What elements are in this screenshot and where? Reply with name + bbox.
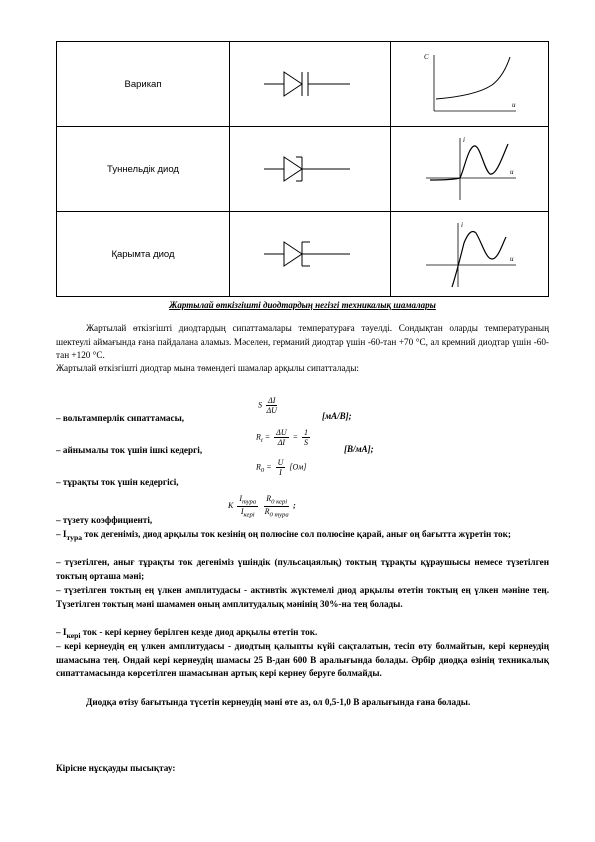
formula-k-lhs: K xyxy=(228,500,234,510)
formula-k-num1-sub: тура xyxy=(242,498,257,506)
varicap-symbol-cell xyxy=(230,42,391,127)
graph-y-label: C xyxy=(423,53,429,61)
formula-r0-tail: [Ом] xyxy=(289,462,307,472)
line-prefix: – I xyxy=(56,529,67,539)
backward-symbol-cell xyxy=(230,212,391,297)
item-dash: – xyxy=(56,445,61,455)
item-rdc xyxy=(56,476,179,490)
formula-ri-lhs: R xyxy=(256,432,261,442)
backward-diode-symbol-icon xyxy=(260,234,360,274)
tunnel-iv-graph xyxy=(420,134,520,204)
line-sub: тура xyxy=(66,532,83,542)
line-sub: кері xyxy=(66,630,81,640)
formula-ri-fraction2 xyxy=(302,428,310,447)
table-row xyxy=(57,127,549,212)
formula-k-den1: I xyxy=(240,506,244,516)
diode-name-backward: Қарымта диод xyxy=(57,212,230,297)
tunnel-symbol-cell xyxy=(230,127,391,212)
table-row xyxy=(57,42,549,127)
line-rest: ток дегеніміз, диод арқылы ток кезінің оң полюсіне сол полюсіне қарай, анығ оң бағытта жүретін ток; xyxy=(82,529,511,539)
backward-iv-graph xyxy=(420,219,520,289)
formula-ri xyxy=(256,428,312,447)
varicap-graph-cell xyxy=(391,42,549,127)
line-prefix: – I xyxy=(56,627,67,637)
formula-k-fraction1 xyxy=(237,494,258,518)
line-reverse-voltage: – кері кернеудің ең үлкен амплитудасы - диодтың қалыпты күйі сақталатын, тесіп өту болмайтын, кері кернеудің шамасына тең. Ондай кері кернеудің шамасы 25 В-дан 600 В аралығында болады. Әрбір диодқа өзінің техникалық сипаттамасында көрсетілген шамасынан артық кері кернеу беруге болмайды. xyxy=(56,641,549,678)
formula-r0-lhs: R xyxy=(256,462,261,472)
formula-k-den2-sub: 0 тура xyxy=(269,511,289,519)
tunnel-graph-cell xyxy=(391,127,549,212)
formula-k-num2-sub: 0 кері xyxy=(271,498,288,506)
line-forward-voltage: Диодқа өтізу бағытында түсетін кернеудің мәні өте аз, ол 0,5-1,0 В аралығында ғана болады. xyxy=(86,697,471,707)
formula-r0-eq: = xyxy=(266,462,272,472)
table-row xyxy=(57,212,549,297)
item-dash: – xyxy=(56,477,61,487)
item-vac-text: вольтамперлік сипаттамасы, xyxy=(62,413,185,423)
line-rest: ток - кері кернеу берілген кезде диод арқылы өтетін ток. xyxy=(80,627,318,637)
paragraph-temperature: Жартылай өткізгішті диодтардың сипаттамалары температураға тәуелді. Сондықтан оларды температураның шектеулі аймағында ғана пайдалана аламыз. Мәселен, германий диодтар үшін -60-тан +70 °С, ал кремний диодтар үшін -60-тан +120 °С. xyxy=(56,323,549,360)
item-rin xyxy=(56,444,202,458)
formula-s-lhs: S xyxy=(258,400,262,410)
formula-ri-eq: = xyxy=(264,432,271,442)
diode-name-tunnel: Туннельдік диод xyxy=(57,127,230,212)
formula-ri-fraction xyxy=(274,428,288,447)
item-krect-text: түзету коэффициенті, xyxy=(62,515,153,525)
paragraph-parameters: Жартылай өткізгішті диодтар мына төмендегі шамалар арқылы сипатталады: xyxy=(56,363,359,373)
formula-ri-num: ΔU xyxy=(276,428,287,437)
graph-x-label: u xyxy=(511,101,515,109)
formula-r0-num: U xyxy=(277,458,284,467)
item-rin-text: айнымалы ток үшін ішкі кедергі, xyxy=(62,445,203,455)
item-vac-unit: [мА/В]; xyxy=(322,411,352,421)
table-caption: Жартылай өткізгішті диодтардың негізгі техникалық шамалары xyxy=(169,300,436,310)
varicap-symbol-icon xyxy=(260,64,360,104)
formula-r0-sub: 0 xyxy=(260,466,265,474)
item-dash: – xyxy=(56,413,61,423)
section-title: Кірісне нұсқауды пысықтау: xyxy=(56,763,176,773)
formula-k-num1: I xyxy=(239,494,243,503)
formula-r0-fraction xyxy=(276,458,286,477)
graph-x-label: u xyxy=(509,168,513,176)
formula-ri-den: ΔI xyxy=(277,438,286,447)
tunnel-diode-symbol-icon xyxy=(260,149,360,189)
formula-k-fraction2 xyxy=(264,494,289,518)
formula-ri-den2: S xyxy=(304,438,309,447)
graph-y-label: i xyxy=(460,221,463,229)
formula-r0 xyxy=(256,458,307,477)
item-rdc-text: тұрақты ток үшін кедергісі, xyxy=(62,477,179,487)
line-forward-current xyxy=(56,528,549,544)
formula-s xyxy=(258,396,279,415)
backward-graph-cell xyxy=(391,212,549,297)
formula-s-den: ΔU xyxy=(266,406,277,415)
formula-ri-num2: 1 xyxy=(304,428,309,437)
item-rin-unit: [В/мА]; xyxy=(344,444,374,454)
item-dash: – xyxy=(56,515,61,525)
formula-ri-eq2: = xyxy=(292,432,299,442)
formula-s-num: ΔI xyxy=(268,396,276,405)
graph-x-label: u xyxy=(509,255,513,263)
formula-k-end: ; xyxy=(293,500,296,510)
varicap-cv-graph xyxy=(420,49,520,119)
diode-table xyxy=(56,41,549,297)
formula-k-den2: R xyxy=(264,506,270,516)
formula-k-num2: R xyxy=(266,494,272,503)
formula-ri-sub: i xyxy=(260,436,263,444)
item-krect xyxy=(56,514,152,528)
line-max-amplitude: – түзетілген токтың ең үлкен амплитудасы - активтік жүктемелі диод арқылы өтетін токтың ең үлкен мәніне тең. Түзетілген токтың мәні шамамен оның амплитудалық мәнінің 30%-на тең болады. xyxy=(56,585,549,609)
formula-r0-den: I xyxy=(279,468,282,477)
graph-y-label: i xyxy=(462,136,465,144)
formula-s-fraction xyxy=(266,396,277,415)
item-vac xyxy=(56,412,184,426)
line-rectified-current: – түзетілген, анығ тұрақты ток дегеніміз үшіндік (пульсацаялық) токтың тұрақты құраушысы немесе түзетілген токтың орташа мәні; xyxy=(56,557,549,581)
formula-k xyxy=(228,494,296,518)
formula-k-den1-sub: кері xyxy=(243,511,255,519)
diode-name-varicap: Варикап xyxy=(57,42,230,127)
